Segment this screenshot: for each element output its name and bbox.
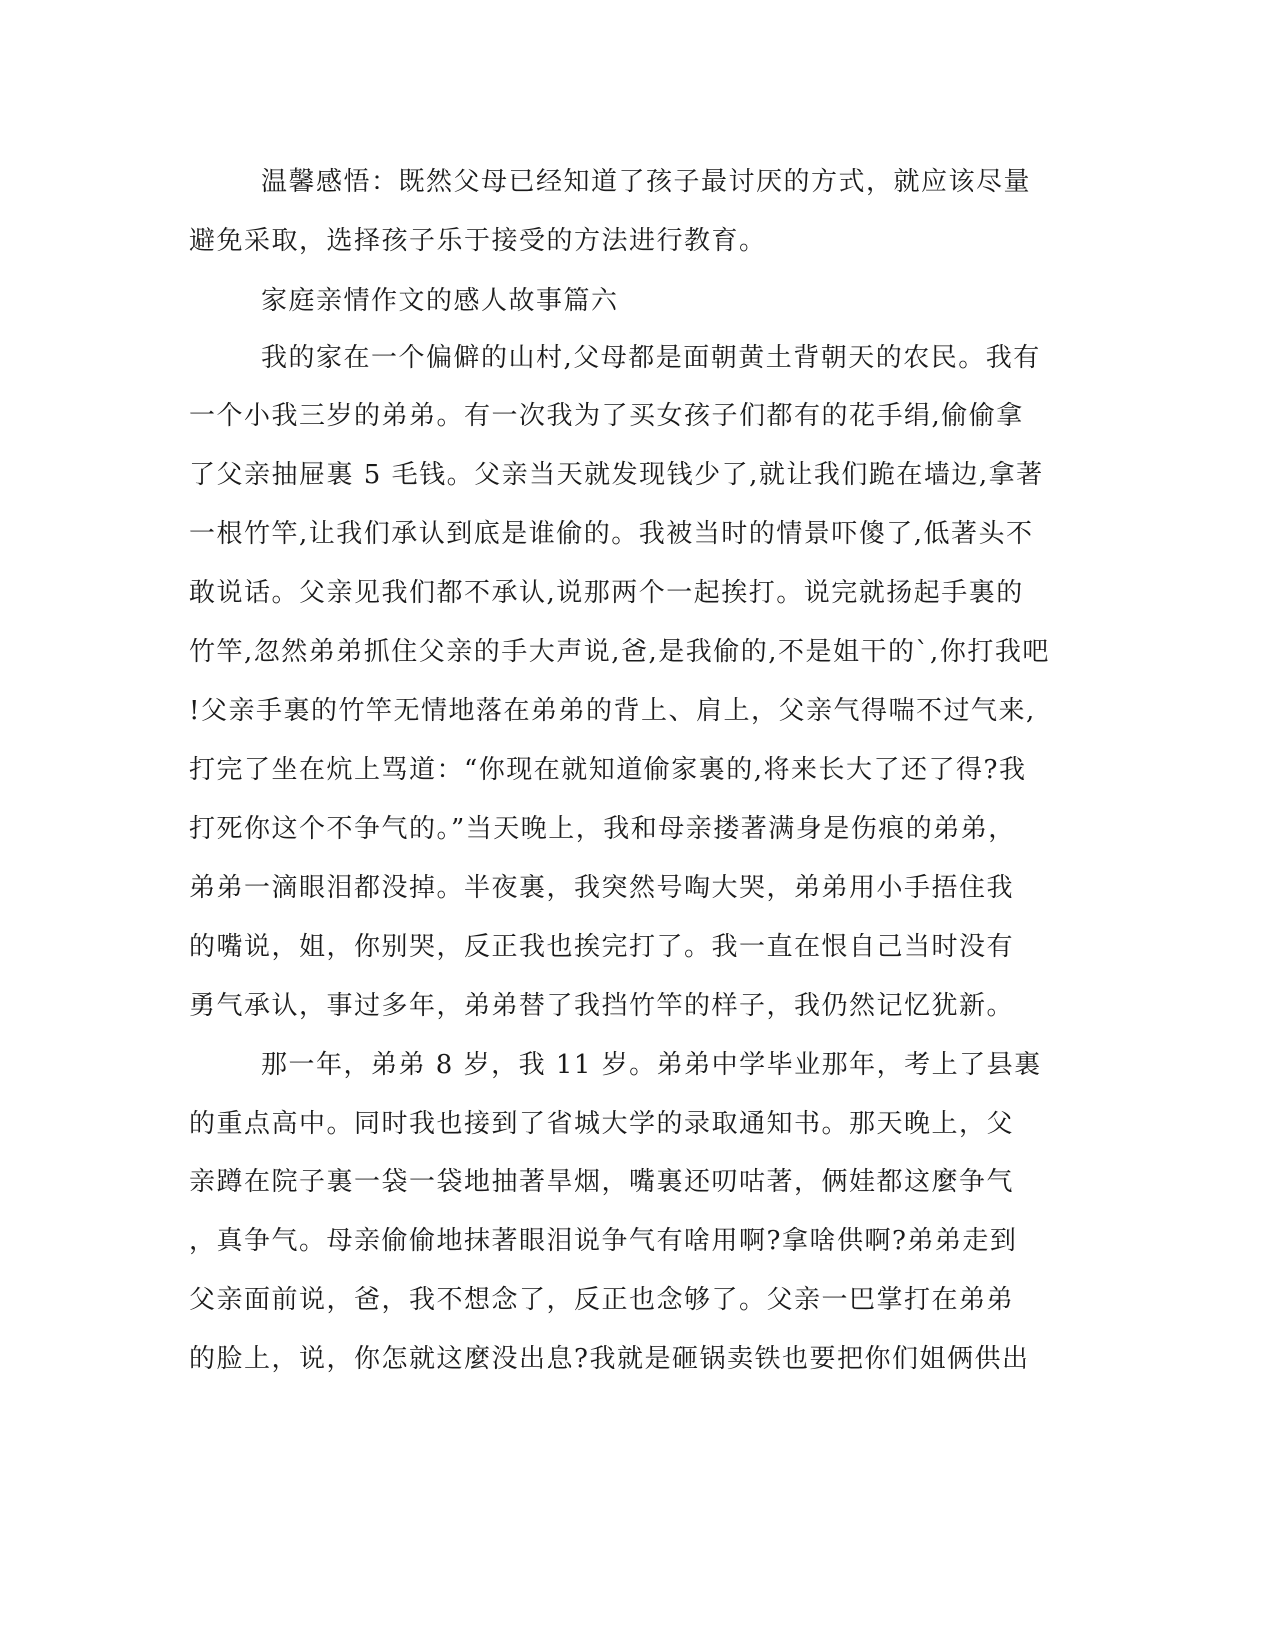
paragraph-line: !父亲手裏的竹竿无情地落在弟弟的背上、肩上，父亲气得喘不过气来, bbox=[189, 696, 1036, 726]
paragraph-line: 打完了坐在炕上骂道：“你现在就知道偷家裏的,将来长大了还了得?我 bbox=[189, 755, 1027, 785]
paragraph-line: 的重点高中。同时我也接到了省城大学的录取通知书。那天晚上，父 bbox=[189, 1109, 1015, 1139]
paragraph-line: 打死你这个不争气的。”当天晚上，我和母亲搂著满身是伤痕的弟弟， bbox=[189, 814, 1016, 844]
paragraph-line: 我的家在一个偏僻的山村,父母都是面朝黄土背朝天的农民。我有 bbox=[261, 343, 1041, 373]
paragraph-line: ，真争气。母亲偷偷地抹著眼泪说争气有啥用啊?拿啥供啊?弟弟走到 bbox=[189, 1226, 1018, 1256]
paragraph-line: 勇气承认，事过多年，弟弟替了我挡竹竿的样子，我仍然记忆犹新。 bbox=[189, 991, 1015, 1021]
paragraph-line: 弟弟一滴眼泪都没掉。半夜裏，我突然号啕大哭，弟弟用小手捂住我 bbox=[189, 873, 1015, 903]
paragraph-line: 一根竹竿,让我们承认到底是谁偷的。我被当时的情景吓傻了,低著头不 bbox=[189, 519, 1034, 549]
paragraph-line: 亲蹲在院子裏一袋一袋地抽著旱烟，嘴裏还叨咕著，俩娃都这麼争气 bbox=[189, 1167, 1015, 1197]
paragraph-line: 温馨感悟：既然父母已经知道了孩子最讨厌的方式，就应该尽量 bbox=[261, 167, 1032, 197]
paragraph-line: 那一年，弟弟 8 岁，我 11 岁。弟弟中学毕业那年，考上了县裏 bbox=[261, 1050, 1042, 1080]
paragraph-line: 敢说话。父亲见我们都不承认,说那两个一起挨打。说完就扬起手裏的 bbox=[189, 578, 1024, 608]
paragraph-line: 父亲面前说，爸，我不想念了，反正也念够了。父亲一巴掌打在弟弟 bbox=[189, 1285, 1015, 1315]
paragraph-line: 避免采取，选择孩子乐于接受的方法进行教育。 bbox=[189, 226, 767, 256]
section-heading: 家庭亲情作文的感人故事篇六 bbox=[261, 286, 619, 316]
paragraph-line: 的脸上，说，你怎就这麼没出息?我就是砸锅卖铁也要把你们姐俩供出 bbox=[189, 1344, 1030, 1374]
paragraph-line: 竹竿,忽然弟弟抓住父亲的手大声说,爸,是我偷的,不是姐干的`,你打我吧 bbox=[189, 637, 1050, 667]
paragraph-line: 了父亲抽屉裏 5 毛钱。父亲当天就发现钱少了,就让我们跪在墙边,拿著 bbox=[189, 460, 1044, 490]
paragraph-line: 一个小我三岁的弟弟。有一次我为了买女孩子们都有的花手绢,偷偷拿 bbox=[189, 401, 1024, 431]
paragraph-line: 的嘴说，姐，你别哭，反正我也挨完打了。我一直在恨自己当时没有 bbox=[189, 932, 1015, 962]
